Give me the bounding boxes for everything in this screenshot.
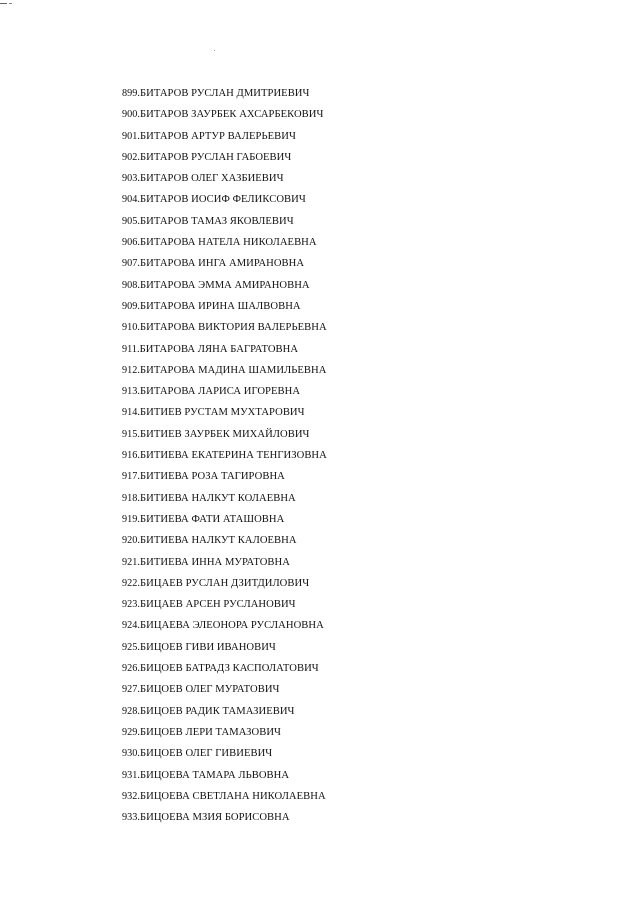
entry-number: 913. bbox=[122, 386, 141, 398]
entry-number: 925. bbox=[122, 641, 141, 653]
list-item bbox=[122, 573, 327, 594]
entry-number: 908. bbox=[122, 279, 141, 291]
list-item bbox=[122, 296, 327, 317]
entry-name: БИТАРОВА МАДИНА ШАМИЛЬЕВНА bbox=[140, 364, 327, 376]
list-item bbox=[122, 168, 327, 189]
entry-name: БИТИЕВ ЗАУРБЕК МИХАЙЛОВИЧ bbox=[140, 428, 310, 440]
entry-number: 928. bbox=[122, 705, 141, 717]
entry-name: БИЦОЕВ БАТРАДЗ КАСПОЛАТОВИЧ bbox=[140, 663, 319, 675]
entry-name: БИТИЕВА РОЗА ТАГИРОВНА bbox=[140, 471, 285, 483]
entry-number: 932. bbox=[122, 790, 141, 802]
entry-number: 916. bbox=[122, 450, 141, 462]
list-item bbox=[122, 424, 327, 445]
entry-number: 900. bbox=[122, 109, 141, 121]
entry-number: 909. bbox=[122, 300, 141, 312]
entry-name: БИЦОЕВ ЛЕРИ ТАМАЗОВИЧ bbox=[140, 726, 281, 738]
entry-number: 915. bbox=[122, 428, 141, 440]
list-item bbox=[122, 722, 327, 743]
entry-number: 931. bbox=[122, 769, 141, 781]
entry-number: 924. bbox=[122, 620, 141, 632]
entry-number: 911. bbox=[122, 343, 140, 355]
entry-number: 930. bbox=[122, 748, 141, 760]
entry-name: БИТАРОВ ОЛЕГ ХАЗБИЕВИЧ bbox=[140, 173, 284, 185]
entry-number: 904. bbox=[122, 194, 141, 206]
list-item bbox=[122, 147, 327, 168]
entry-number: 903. bbox=[122, 173, 141, 185]
entry-name: БИЦОЕВ ОЛЕГ МУРАТОВИЧ bbox=[140, 684, 280, 696]
entry-number: 901. bbox=[122, 130, 141, 142]
entry-name: БИЦОЕВ ОЛЕГ ГИВИЕВИЧ bbox=[140, 748, 273, 760]
entry-name: БИТИЕВА НАЛКУТ КОЛАЕВНА bbox=[140, 492, 296, 504]
entry-number: 914. bbox=[122, 407, 141, 419]
entry-number: 923. bbox=[122, 599, 141, 611]
list-item bbox=[122, 701, 327, 722]
entry-number: 899. bbox=[122, 88, 141, 99]
entry-name: БИТИЕВА ИННА МУРАТОВНА bbox=[140, 556, 290, 568]
list-item bbox=[122, 594, 327, 615]
list-item bbox=[122, 466, 327, 487]
list-item bbox=[122, 509, 327, 530]
list-item bbox=[122, 189, 327, 210]
entry-name: БИЦАЕВ РУСЛАН ДЗИТДИЛОВИЧ bbox=[140, 577, 310, 589]
entry-number: 919. bbox=[122, 513, 141, 525]
entry-name: БИЦОЕВА ТАМАРА ЛЬВОВНА bbox=[140, 769, 290, 781]
entry-number: 912. bbox=[122, 364, 141, 376]
entry-name: БИТАРОВА ВИКТОРИЯ ВАЛЕРЬЕВНА bbox=[140, 322, 327, 334]
entry-name: БИТАРОВА ИРИНА ШАЛВОВНА bbox=[140, 300, 301, 312]
entry-name: БИТАРОВ РУСЛАН ГАБОЕВИЧ bbox=[140, 151, 292, 163]
entry-name: БИТАРОВ ЗАУРБЕК АХСАРБЕКОВИЧ bbox=[140, 109, 324, 121]
list-item bbox=[122, 104, 327, 125]
entry-name: БИТАРОВ РУСЛАН ДМИТРИЕВИЧ bbox=[140, 88, 310, 99]
entry-number: 933. bbox=[122, 812, 141, 824]
list-item bbox=[122, 339, 327, 360]
entry-number: 927. bbox=[122, 684, 141, 696]
list-item bbox=[122, 615, 327, 636]
list-item bbox=[122, 488, 327, 509]
list-item bbox=[122, 445, 327, 466]
entry-number: 917. bbox=[122, 471, 141, 483]
list-item bbox=[122, 317, 327, 338]
list-item bbox=[122, 807, 327, 828]
entry-name: БИТАРОВА ЭММА АМИРАНОВНА bbox=[140, 279, 310, 291]
entry-number: 918. bbox=[122, 492, 141, 504]
list-item bbox=[122, 786, 327, 807]
entry-name: БИЦАЕВ АРСЕН РУСЛАНОВИЧ bbox=[140, 599, 296, 611]
entry-name: БИЦОЕВА МЗИЯ БОРИСОВНА bbox=[140, 812, 290, 824]
list-item bbox=[122, 232, 327, 253]
list-item bbox=[122, 275, 327, 296]
entry-name: БИЦОЕВА СВЕТЛАНА НИКОЛАЕВНА bbox=[140, 790, 326, 802]
entry-number: 920. bbox=[122, 535, 141, 547]
list-item bbox=[122, 658, 327, 679]
entry-name: БИТАРОВА НАТЕЛА НИКОЛАЕВНА bbox=[140, 237, 317, 249]
list-item bbox=[122, 126, 327, 147]
name-list bbox=[122, 83, 327, 828]
entry-number: 922. bbox=[122, 577, 141, 589]
list-item bbox=[122, 743, 327, 764]
entry-name: БИТИЕВ РУСТАМ МУХТАРОВИЧ bbox=[140, 407, 305, 419]
list-item bbox=[122, 530, 327, 551]
list-item bbox=[122, 381, 327, 402]
scan-corner-mark bbox=[0, 3, 7, 4]
entry-number: 902. bbox=[122, 151, 141, 163]
entry-name: БИТАРОВА ЛЯНА БАГРАТОВНА bbox=[139, 343, 299, 355]
entry-number: 926. bbox=[122, 663, 141, 675]
list-item bbox=[122, 679, 327, 700]
list-item bbox=[122, 552, 327, 573]
list-item bbox=[122, 83, 327, 104]
entry-name: БИТАРОВА ЛАРИСА ИГОРЕВНА bbox=[140, 386, 301, 398]
entry-name: БИЦАЕВА ЭЛЕОНОРА РУСЛАНОВНА bbox=[140, 620, 324, 632]
entry-name: БИТАРОВ АРТУР ВАЛЕРЬЕВИЧ bbox=[140, 130, 296, 142]
list-item bbox=[122, 211, 327, 232]
entry-number: 929. bbox=[122, 726, 141, 738]
list-item bbox=[122, 765, 327, 786]
entry-number: 910. bbox=[122, 322, 141, 334]
entry-number: 921. bbox=[122, 556, 141, 568]
entry-number: 906. bbox=[122, 237, 141, 249]
entry-name: БИЦОЕВ РАДИК ТАМАЗИЕВИЧ bbox=[140, 705, 295, 717]
entry-name: БИТАРОВ ТАМАЗ ЯКОВЛЕВИЧ bbox=[140, 215, 294, 227]
entry-name: БИТАРОВ ИОСИФ ФЕЛИКСОВИЧ bbox=[140, 194, 306, 206]
entry-name: БИТИЕВА ФАТИ АТАШОВНА bbox=[140, 513, 285, 525]
entry-number: 905. bbox=[122, 215, 141, 227]
entry-name: БИЦОЕВ ГИВИ ИВАНОВИЧ bbox=[140, 641, 276, 653]
list-item bbox=[122, 360, 327, 381]
entry-name: БИТАРОВА ИНГА АМИРАНОВНА bbox=[140, 258, 305, 270]
entry-name: БИТИЕВА ЕКАТЕРИНА ТЕНГИЗОВНА bbox=[140, 450, 327, 462]
scan-speck bbox=[214, 50, 215, 51]
list-item bbox=[122, 637, 327, 658]
entry-number: 907. bbox=[122, 258, 141, 270]
list-item bbox=[122, 402, 327, 423]
entry-name: БИТИЕВА НАЛКУТ КАЛОЕВНА bbox=[140, 535, 297, 547]
list-item bbox=[122, 253, 327, 274]
